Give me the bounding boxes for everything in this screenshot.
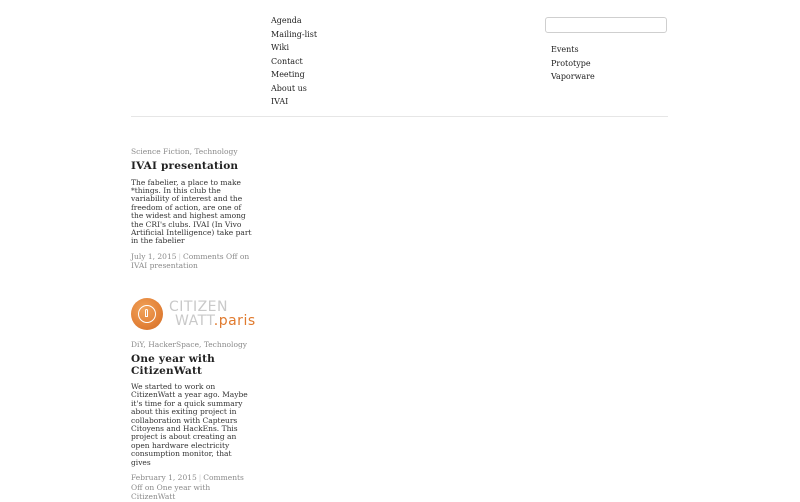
nav-link-mailing-list[interactable]: Mailing-list: [271, 29, 318, 39]
post-date[interactable]: February 1, 2015: [131, 473, 197, 483]
nav-link-meeting[interactable]: Meeting: [271, 70, 305, 79]
post-meta: [131, 252, 253, 271]
post-thumbnail[interactable]: [131, 296, 256, 336]
side-link-prototype[interactable]: Prototype: [551, 58, 591, 68]
nav-link-about-us[interactable]: About us: [271, 83, 307, 93]
nav-item-contact[interactable]: [271, 55, 317, 69]
category-link[interactable]: HackerSpace: [148, 340, 200, 349]
post-excerpt: The fabelier, a place to make *things. In this club the variability of interest and the freedom of action, are one of the widest and highest among the CRI's clubs. IVAI (In Vivo Artificial Intelligence) take part in the fabelier: [131, 177, 252, 246]
citizenwatt-logo-text: [169, 300, 256, 328]
post-date[interactable]: July 1, 2015: [131, 251, 177, 261]
post-meta: [131, 473, 253, 502]
category-link[interactable]: Science Fiction: [131, 147, 190, 156]
side-navigation: [551, 43, 595, 84]
nav-item-agenda[interactable]: [271, 14, 317, 28]
nav-item-mailing-list[interactable]: [271, 28, 317, 42]
nav-item-wiki[interactable]: [271, 41, 317, 55]
nav-item-ivai[interactable]: [271, 95, 317, 109]
post-title[interactable]: [131, 161, 253, 173]
search-input[interactable]: [545, 17, 667, 33]
nav-link-contact[interactable]: Contact: [271, 56, 303, 66]
nav-link-agenda[interactable]: Agenda: [271, 16, 302, 25]
main-navigation: [271, 14, 317, 109]
post-excerpt: We started to work on CitizenWatt a year ago. Maybe it's time for a quick summary about this exiting project in collaboration with Capteurs Citoyens and HackEns. This project is about creating an open hardware electricity consumption monitor, that gives: [131, 382, 248, 467]
logo-suffix: .paris: [213, 313, 256, 329]
side-link-vaporware[interactable]: Vaporware: [551, 72, 595, 81]
post-card: [131, 147, 253, 271]
side-item-vaporware[interactable]: [551, 70, 595, 84]
side-link-events[interactable]: Events: [551, 45, 579, 54]
nav-item-meeting[interactable]: [271, 68, 317, 82]
meta-separator: |: [198, 473, 202, 483]
post-card: [131, 296, 256, 502]
category-separator: ,: [189, 147, 195, 156]
logo-line-2: WATT.paris: [175, 313, 256, 329]
side-item-prototype[interactable]: [551, 57, 595, 71]
category-link[interactable]: Technology: [203, 340, 247, 349]
nav-link-wiki[interactable]: Wiki: [271, 43, 290, 52]
post-title-link[interactable]: IVAI presentation: [131, 160, 239, 172]
category-separator: ,: [143, 340, 149, 349]
logo-line-1: CITIZEN: [169, 299, 228, 315]
nav-link-ivai[interactable]: IVAI: [271, 97, 289, 106]
category-link[interactable]: DiY: [131, 340, 144, 349]
header-divider: [131, 116, 668, 117]
post-title[interactable]: [131, 354, 253, 377]
nav-item-about-us[interactable]: [271, 82, 317, 96]
post-comments: Comments Off on One year with CitizenWatt: [131, 473, 244, 502]
post-categories: [131, 340, 253, 350]
meta-separator: |: [178, 251, 182, 261]
category-link[interactable]: Technology: [194, 147, 238, 156]
category-separator: ,: [199, 340, 204, 349]
side-item-events[interactable]: [551, 43, 595, 57]
post-comments: Comments Off on IVAI presentation: [131, 251, 250, 271]
post-title-link[interactable]: One year with CitizenWatt: [131, 353, 216, 377]
post-categories: [131, 147, 253, 157]
citizenwatt-logo-icon: [131, 298, 163, 330]
